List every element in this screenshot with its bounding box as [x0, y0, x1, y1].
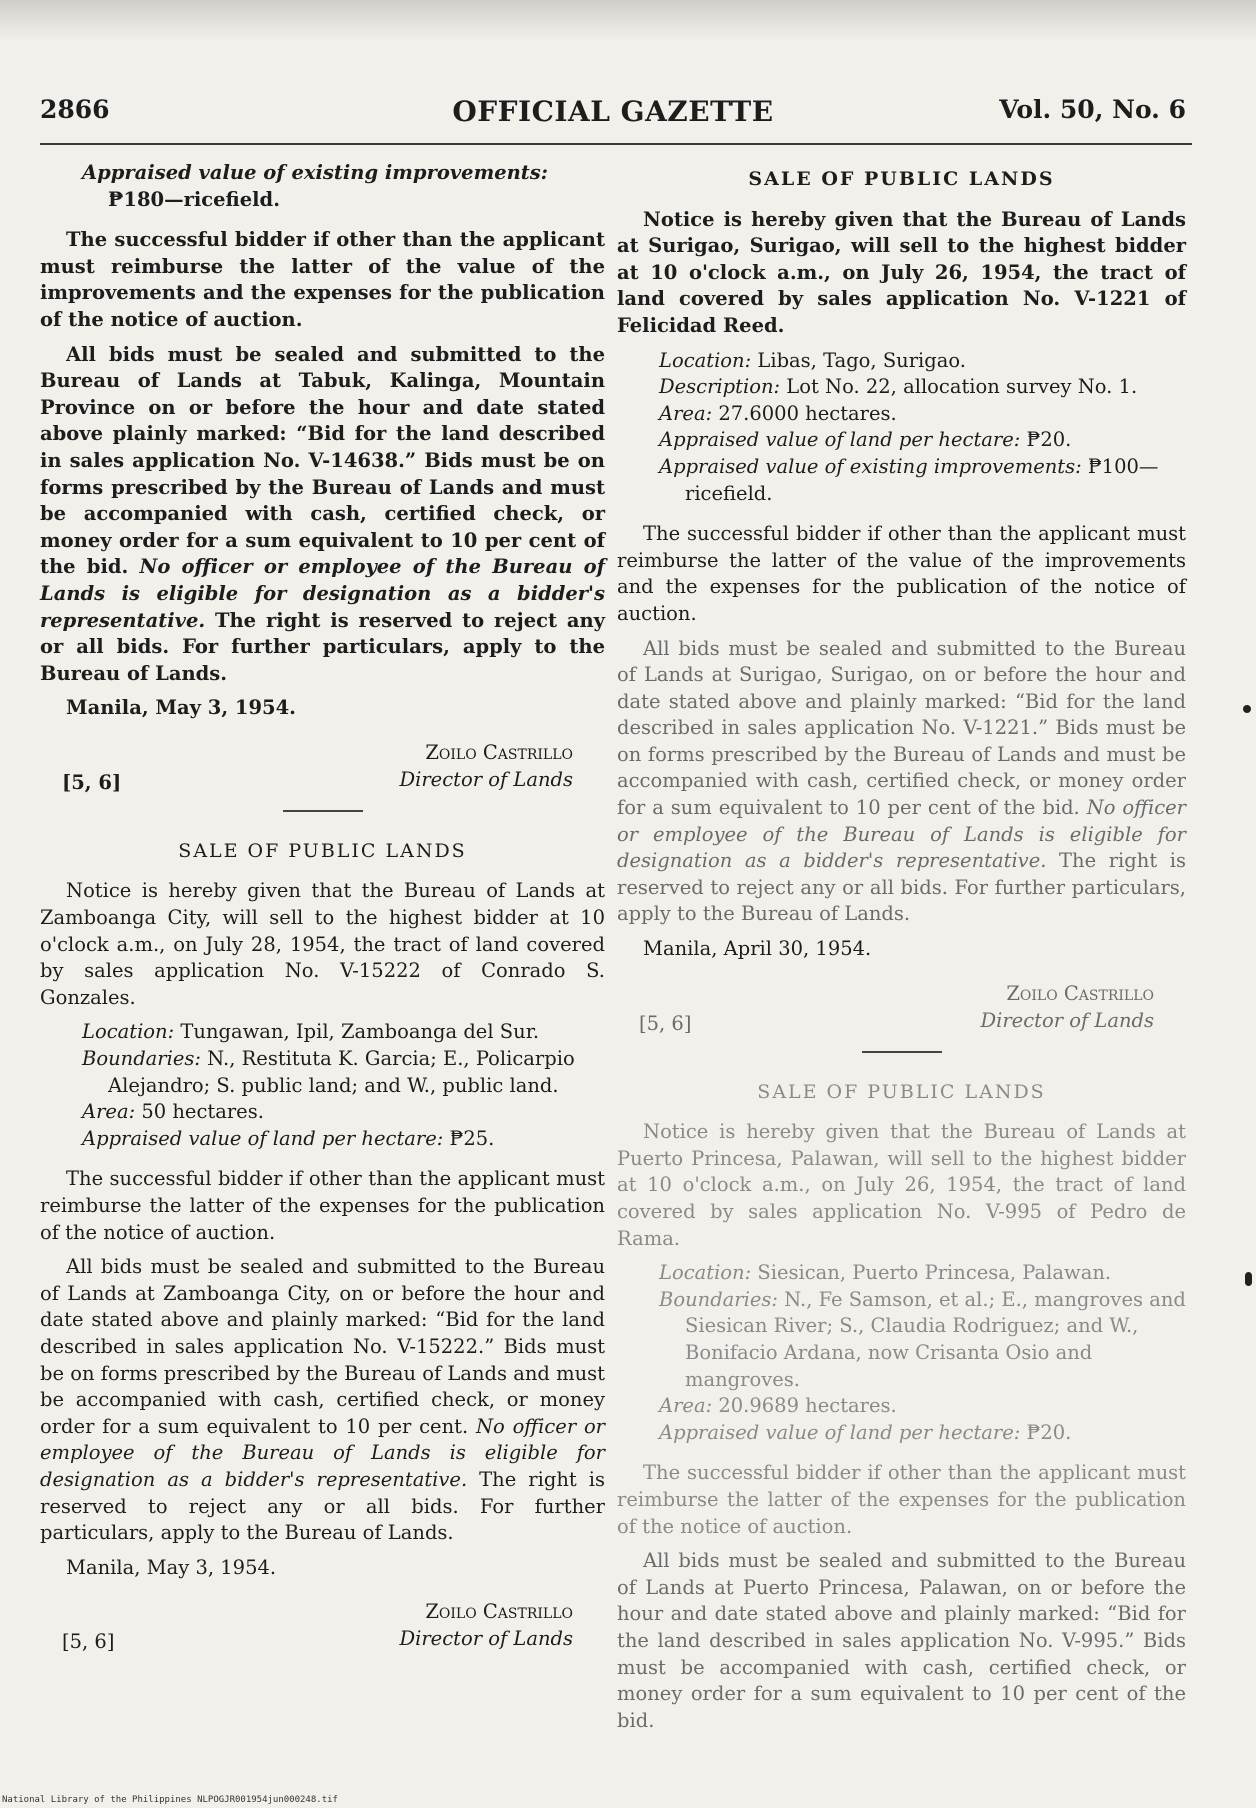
bids-paragraph: All bids must be sealed and submitted to the Bureau of Lands at Surigao, Surigao, on or before the hour and date stated above and plainly marked: “Bid for the land described in sales application No. V-1221.” Bids must be on forms prescribed by the Bureau of Lands and must be accompanied with cash, certified check, or money order for a sum equivalent to 10 per cent of the bid. No officer or employee of the Bureau of Lands is eligible for designation as a bidder's representative. The right is reserved to reject any or all bids. For further particulars, apply to the Bureau of Lands. — [617, 636, 1186, 926]
notice-zamboanga — [40, 838, 605, 1655]
bids-paragraph: All bids must be sealed and submitted to the Bureau of Lands at Tabuk, Kalinga, Mountain Province on or before the hour and date stated above plainly marked: “Bid for the land described in sales application No. V-14638.” Bids must be on forms prescribed by the Bureau of Lands and must be accompanied with cash, certified check, or money order for a sum equivalent to 10 per cent of the bid. No officer or employee of the Bureau of Lands is eligible for designation as a bidder's representative. The right is reserved to reject any or all bids. For further particulars, apply to the Bureau of Lands. — [40, 342, 605, 685]
signer-title: Director of Lands — [399, 767, 573, 791]
area-line: Area: 50 hectares. — [82, 1100, 264, 1124]
scan-shadow — [0, 0, 1256, 42]
bids-paragraph: All bids must be sealed and submitted to the Bureau of Lands at Puerto Princesa, Palawan, on or before the hour and date stated above and plainly marked: “Bid for the land described in sales application No. V-995.” Bids must be accompanied with cash, certified check, or money order for a sum equivalent to 10 per cent of the bid. — [617, 1549, 1186, 1732]
page-header — [40, 95, 1186, 135]
reimburse-paragraph: The successful bidder if other than the applicant must reimburse the latter of the expenses for the publication of the notice of auction. — [617, 1461, 1186, 1538]
scan-speck — [1243, 705, 1251, 713]
signature-block — [40, 740, 605, 796]
gazette-title: OFFICIAL GAZETTE — [452, 95, 774, 128]
notice-heading: SALE OF PUBLIC LANDS — [178, 839, 467, 862]
area-line: Area: 20.9689 hectares. — [659, 1394, 897, 1418]
notice-heading: SALE OF PUBLIC LANDS — [757, 1080, 1046, 1103]
boundaries-line: Boundaries: N., Fe Samson, et al.; E., mangroves and Siesican River; S., Claudia Rodriguez; and W., Bonifacio Ardana, now Crisanta Osio and mangroves. — [659, 1287, 1186, 1391]
scan-footer: National Library of the Philippines NLPOGJR001954jun000248.tif — [2, 1795, 338, 1805]
volume-number: Vol. 50, No. 6 — [999, 95, 1186, 124]
signature-block — [617, 981, 1186, 1037]
section-divider — [283, 810, 363, 812]
signer-name: Zoilo Castrillo — [425, 1600, 573, 1624]
appraised-line: Appraised value of land per hectare: ₱20. — [659, 428, 1072, 452]
header-rule — [40, 143, 1192, 145]
signer-name: Zoilo Castrillo — [1006, 981, 1154, 1005]
improvements-line: Appraised value of existing improvements: ₱100—ricefield. — [659, 454, 1159, 505]
boundaries-line: Boundaries: N., Restituta K. Garcia; E., Policarpio Alejandro; S. public land; and W., public land. — [82, 1047, 575, 1097]
signer-title: Director of Lands — [399, 1627, 573, 1651]
tabuk-continuation — [40, 160, 605, 213]
section-divider — [862, 1051, 942, 1053]
bids-paragraph: All bids must be sealed and submitted to the Bureau of Lands at Zamboanga City, on or before the hour and date stated above and plainly marked: “Bid for the land described in sales application No. V-15222.” Bids must be on forms prescribed by the Bureau of Lands and must be accompanied with cash, certified check, or money order for a sum equivalent to 10 per cent. No officer or employee of the Bureau of Lands is eligible for designation as a bidder's representative. The right is reserved to reject any or all bids. For further particulars, apply to the Bureau of Lands. — [40, 1255, 606, 1545]
signature-block — [40, 1599, 605, 1655]
place-date: Manila, May 3, 1954. — [66, 1555, 277, 1579]
notice-surigao — [617, 166, 1186, 1037]
reimburse-paragraph: The successful bidder if other than the applicant must reimburse the latter of the expenses for the publication of the notice of auction. — [40, 1167, 605, 1244]
scan-speck — [1245, 1272, 1252, 1286]
notice-heading: SALE OF PUBLIC LANDS — [748, 168, 1055, 190]
reimburse-paragraph: The successful bidder if other than the applicant must reimburse the latter of the value of the improvements and the expenses for the publication of the notice of auction. — [617, 522, 1186, 625]
land-details — [617, 348, 1186, 508]
signer-name: Zoilo Castrillo — [425, 740, 573, 764]
notice-intro: Notice is hereby given that the Bureau of Lands at Zamboanga City, will sell to the highest bidder at 10 o'clock a.m., on July 28, 1954, the tract of land covered by sales application No. V-15222 of Conrado S. Gonzales. — [40, 879, 605, 1009]
notice-intro: Notice is hereby given that the Bureau of Lands at Surigao, Surigao, will sell to the highest bidder at 10 o'clock a.m., on July 26, 1954, the tract of land covered by sales application No. V-1221 of Felicidad Reed. — [617, 207, 1186, 337]
appraised-line: Appraised value of land per hectare: ₱20. — [659, 1420, 1072, 1444]
location-line: Location: Siesican, Puerto Princesa, Palawan. — [659, 1261, 1112, 1285]
description-line: Description: Lot No. 22, allocation survey No. 1. — [659, 375, 1138, 399]
improvements-line: Appraised value of existing improvements: ₱180—ricefield. — [82, 161, 548, 211]
place-date: Manila, April 30, 1954. — [643, 937, 872, 961]
issue-code: [5, 6] — [62, 770, 122, 794]
notice-intro: Notice is hereby given that the Bureau of Lands at Puerto Princesa, Palawan, will sell to the highest bidder at 10 o'clock a.m., on July 26, 1954, the tract of land covered by sales application No. V-995 of Pedro de Rama. — [617, 1120, 1186, 1250]
location-line: Location: Libas, Tago, Surigao. — [659, 348, 967, 372]
area-line: Area: 27.6000 hectares. — [659, 401, 897, 425]
notice-palawan — [617, 1079, 1186, 1735]
land-details — [617, 1260, 1186, 1446]
page-number: 2866 — [40, 95, 110, 124]
left-column — [40, 160, 605, 1665]
land-details — [40, 1019, 605, 1152]
place-date: Manila, May 3, 1954. — [66, 696, 296, 720]
issue-code: [5, 6] — [639, 1011, 692, 1035]
signer-title: Director of Lands — [980, 1008, 1154, 1032]
location-line: Location: Tungawan, Ipil, Zamboanga del Sur. — [82, 1020, 540, 1044]
reimburse-paragraph: The successful bidder if other than the applicant must reimburse the latter of the value of the improvements and the expenses for the publication of the notice of auction. — [40, 228, 605, 331]
issue-code: [5, 6] — [62, 1630, 115, 1654]
appraised-line: Appraised value of land per hectare: ₱25. — [82, 1126, 495, 1150]
right-column — [617, 160, 1186, 1742]
